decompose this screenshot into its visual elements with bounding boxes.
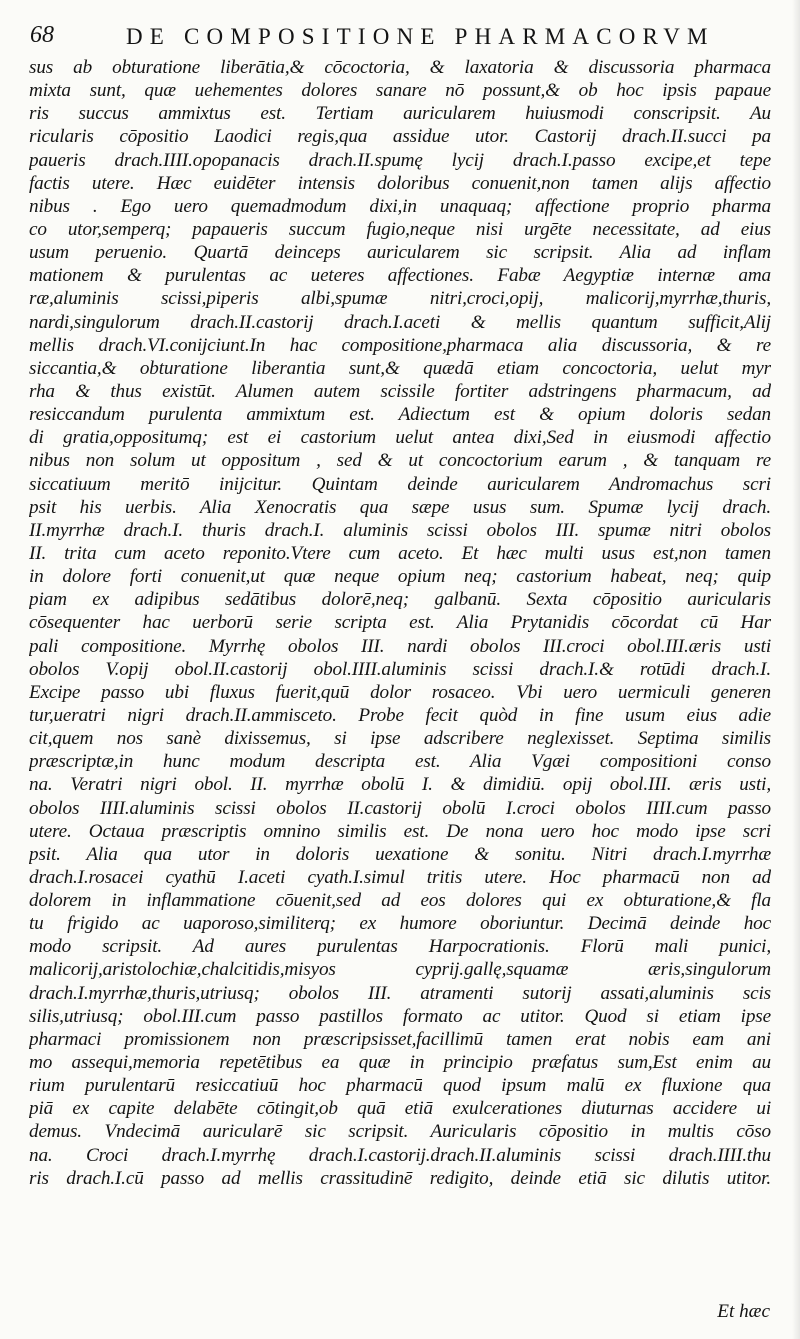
- text-line: factis utere. Hæc euidēter intensis doloribus conuenit,non tamen alijs affectio: [29, 172, 771, 194]
- text-line: silis,utriusq; obol.III.cum passo pastillos formato ac utitor. Quod si etiam ipse: [29, 1005, 771, 1027]
- body-text: [29, 56, 771, 1190]
- running-head: DE COMPOSITIONE PHARMACORVM: [126, 24, 715, 49]
- text-line: na. Croci drach.I.myrrhę drach.I.castorij.drach.II.aluminis scissi drach.IIII.thu: [29, 1144, 771, 1166]
- text-line: drach.I.rosacei cyathū I.aceti cyath.I.simul tritis utere. Hoc pharmacū non ad: [29, 866, 771, 888]
- page-number: 68: [30, 22, 54, 48]
- text-line: mo assequi,memoria repetētibus ea quæ in principio præfatus sum,Est enim au: [29, 1052, 771, 1074]
- text-line: ræ,aluminis scissi,piperis albi,spumæ nitri,croci,opij, malicorij,myrrhæ,thuris,: [29, 288, 771, 310]
- text-line: ris drach.I.cū passo ad mellis crassitudinē redigito, deinde etiā sic dilutis utitor.: [29, 1167, 771, 1189]
- text-line: obolos V.opij obol.II.castorij obol.IIII.aluminis scissi drach.I.& rotūdi drach.I.: [29, 658, 771, 680]
- text-line: rium purulentarū resiccatiuū hoc pharmacū quod ipsum malū ex fluxione qua: [29, 1075, 771, 1097]
- text-line: tu frigido ac uaporoso,similiterq; ex humore oboriuntur. Decimā deinde hoc: [29, 913, 771, 935]
- text-line: II.myrrhæ drach.I. thuris drach.I. aluminis scissi obolos III. spumæ nitri obolos: [29, 519, 771, 541]
- text-line: malicorij,aristolochiæ,chalcitidis,misyos cyprij.gallę,squamæ æris,singulorum: [29, 959, 771, 981]
- text-line: psit his uerbis. Alia Xenocratis qua sæpe usus sum. Spumæ lycij drach.: [29, 496, 771, 518]
- text-line: psit. Alia qua utor in doloris uexatione & sonitu. Nitri drach.I.myrrhæ: [29, 843, 771, 865]
- text-line: dolorem in inflammatione cōuenit,sed ad eos dolores qui ex obturatione,& fla: [29, 890, 771, 912]
- text-line: nibus non solum ut oppositum , sed & ut concoctorium earum , & tanquam re: [29, 450, 771, 472]
- text-line: cit,quem nos sanè dixissemus, si ipse adscribere neglexisset. Septima similis: [29, 728, 771, 750]
- text-line: Excipe passo ubi fluxus fuerit,quū dolor rosaceo. Vbi uero uermiculi generen: [29, 681, 771, 703]
- text-line: obolos IIII.aluminis scissi obolos II.castorij obolū I.croci obolos IIII.cum passo: [29, 797, 771, 819]
- text-line: di gratia,oppositumq; est ei castorium uelut antea dixi,Sed in eiusmodi affectio: [29, 427, 771, 449]
- text-line: mellis drach.VI.conijciunt.In hac compositione,pharmaca alia discussoria, & re: [29, 334, 771, 356]
- text-line: pali compositione. Myrrhę obolos III. nardi obolos III.croci obol.III.æris usti: [29, 635, 771, 657]
- text-line: ricularis cōpositio Laodici regis,qua assidue utor. Castorij drach.II.succi pa: [29, 126, 771, 148]
- text-line: siccantia,& obturatione liberantia sunt,& quædā etiam concoctoria, uelut myr: [29, 357, 771, 379]
- text-line: mixta sunt, quæ uehementes dolores sanare nō possunt,& ob hoc ipsis papaue: [29, 80, 771, 102]
- text-line: usum peruenio. Quartā deinceps auricularem sic scripsit. Alia ad inflam: [29, 242, 771, 264]
- text-line: co utor,semperq; papaueris succum fugio,neque nisi urgēte necessitate, ad eius: [29, 218, 771, 240]
- text-line: piam ex adipibus sedātibus dolorē,neq; galbanū. Sexta cōpositio auricularis: [29, 589, 771, 611]
- text-line: modo scripsit. Ad aures purulentas Harpocrationis. Florū mali punici,: [29, 936, 771, 958]
- text-line: demus. Vndecimā auricularē sic scripsit. Auricularis cōpositio in multis cōso: [29, 1121, 771, 1143]
- text-line: paueris drach.IIII.opopanacis drach.II.spumę lycij drach.I.passo excipe,et tepe: [29, 149, 771, 171]
- catchword: Et hæc: [717, 1301, 770, 1322]
- text-line: mationem & purulentas ac ueteres affectiones. Fabæ Aegyptiæ internæ ama: [29, 265, 771, 287]
- page-header: [30, 22, 770, 54]
- text-line: nibus . Ego uero quemadmodum dixi,in unaquaq; affectione proprio pharma: [29, 195, 771, 217]
- text-line: nardi,singulorum drach.II.castorij drach.I.aceti & mellis quantum sufficit,Alij: [29, 311, 771, 333]
- text-line: cōsequenter hac uerborū serie scripta est. Alia Prytanidis cōcordat cū Har: [29, 612, 771, 634]
- text-line: præscriptæ,in hunc modum descripta est. Alia Vgæi compositioni conso: [29, 751, 771, 773]
- text-line: in dolore forti conuenit,ut quæ neque opium neq; castorium habeat, neq; quip: [29, 566, 771, 588]
- text-line: pharmaci promissionem non præscripsisset,facillimū tamen erat nobis eam ani: [29, 1028, 771, 1050]
- text-line: siccatiuum meritō inijcitur. Quintam deinde auricularem Andromachus scri: [29, 473, 771, 495]
- text-line: utere. Octaua præscriptis omnino similis est. De nona uero hoc modo ipse scri: [29, 820, 771, 842]
- text-line: II. trita cum aceto reponito.Vtere cum aceto. Et hæc multi usus est,non tamen: [29, 542, 771, 564]
- text-line: ris succus ammixtus est. Tertiam auricularem huiusmodi conscripsit. Au: [29, 103, 771, 125]
- text-line: resiccandum purulenta ammixtum est. Adiectum est & opium doloris sedan: [29, 404, 771, 426]
- text-line: na. Veratri nigri obol. II. myrrhæ obolū I. & dimidiū. opij obol.III. æris usti,: [29, 774, 771, 796]
- page-edge-shadow: [792, 0, 800, 1339]
- text-line: sus ab obturatione liberātia,& cōcoctoria, & laxatoria & discussoria pharmaca: [29, 57, 771, 78]
- text-line: drach.I.myrrhæ,thuris,utriusq; obolos III. atramenti sutorij assati,aluminis scis: [29, 982, 771, 1004]
- text-line: tur,ueratri nigri drach.II.ammisceto. Probe fecit quòd in fine usum eius adie: [29, 704, 771, 726]
- text-line: rha & thus existūt. Alumen autem scissile fortiter adstringens pharmacum, ad: [29, 380, 771, 402]
- text-line: piā ex capite delabēte cōtingit,ob quā etiā exulcerationes diuturnas accidere ui: [29, 1098, 771, 1120]
